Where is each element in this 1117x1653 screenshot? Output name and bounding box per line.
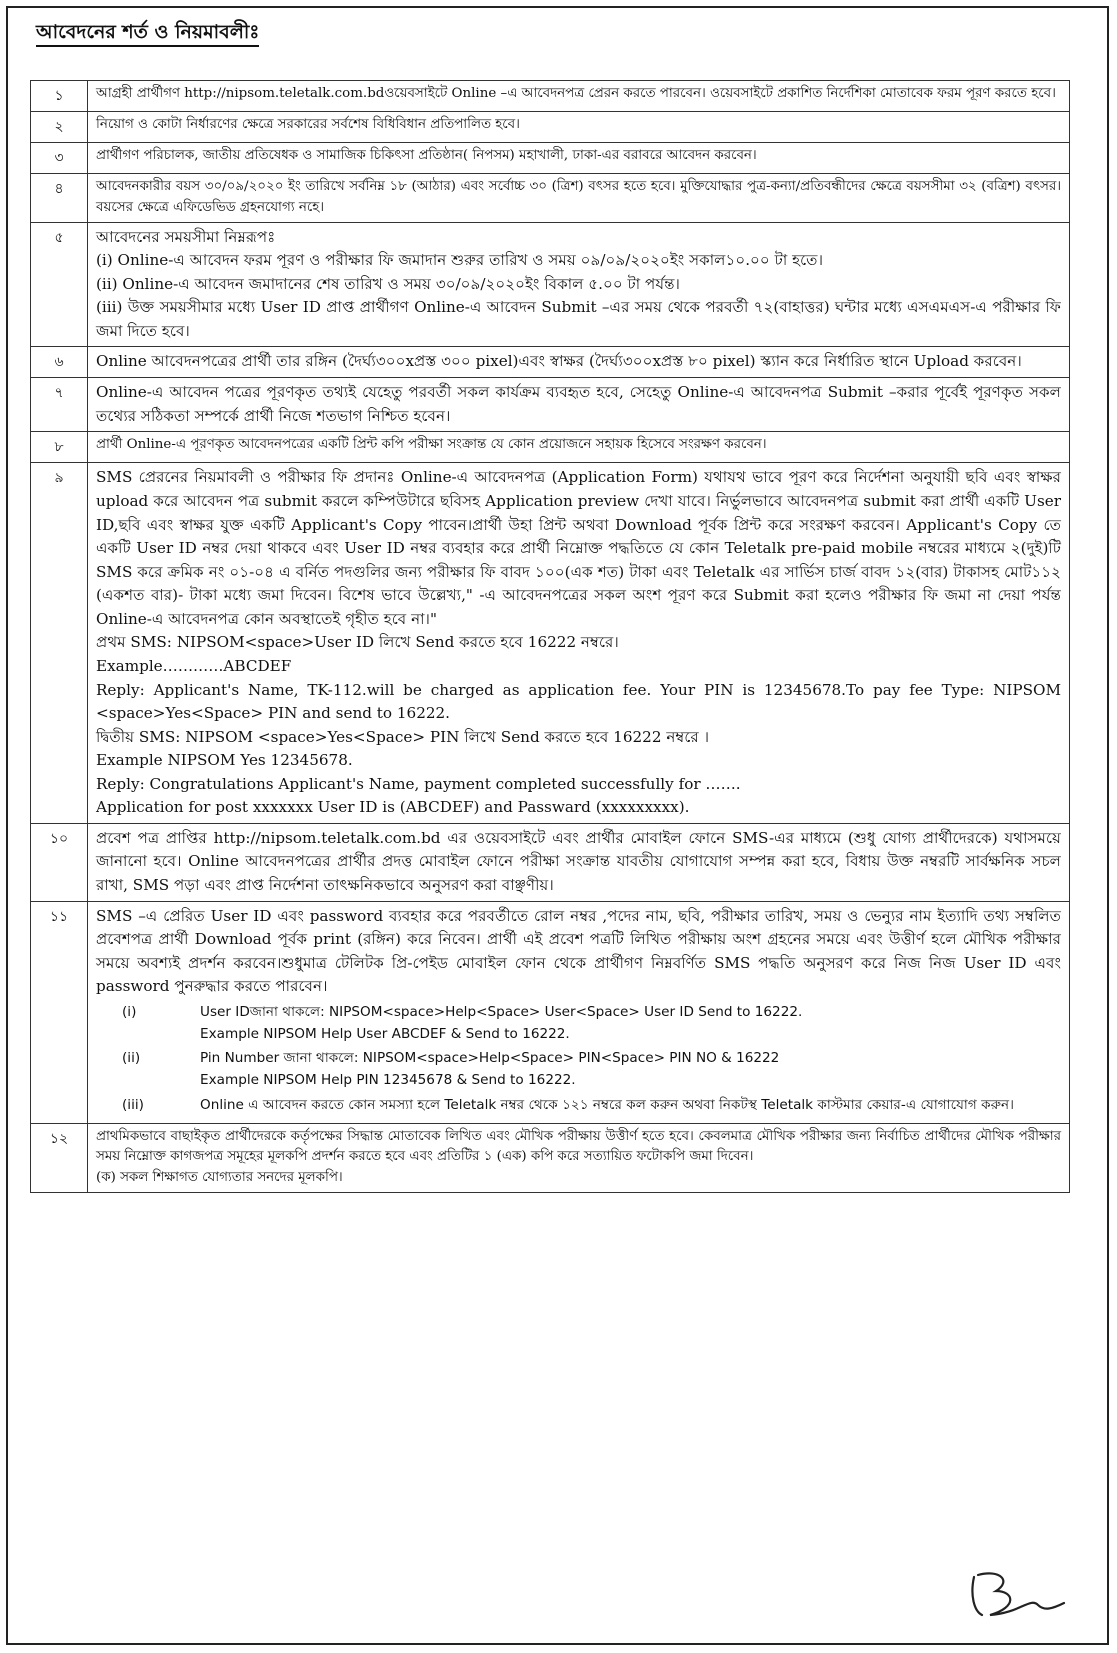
term-line: Example…………ABCDEF [96,656,292,675]
term-line: Application for post xxxxxxx User ID is (ABCDEF) and Passward (xxxxxxxxx). [96,798,690,817]
sms-option [122,1002,1061,1046]
term-line: Example NIPSOM Yes 12345678. [96,751,353,770]
term-row [31,463,1070,823]
term-line: (i) Online-এ আবেদন ফরম পূরণ ও পরীক্ষার ফি জমাদান শুরুর তারিখ ও সময় ০৯/০৯/২০২০ইং সকাল১০.০০ টা হতে। [96,251,824,270]
option-line: Example NIPSOM Help PIN 12345678 & Send to 16222. [200,1072,576,1089]
term-number: ১০ [31,823,88,901]
term-line: (ক) সকল শিক্ষাগত যোগ্যতার সনদের মূলকপি। [96,1170,343,1186]
term-text [88,823,1070,901]
term-row [31,143,1070,174]
term-line: প্রথম SMS: NIPSOM<space>User ID লিখে Send করতে হবে 16222 নম্বরে। [96,633,619,652]
term-row [31,823,1070,901]
term-line: নিয়োগ ও কোটা নির্ধারণের ক্ষেত্রে সরকারের সর্বশেষ বিধিবিধান প্রতিপালিত হবে। [96,117,520,132]
term-line: প্রার্থীগণ পরিচালক, জাতীয় প্রতিষেধক ও সামাজিক চিকিৎসা প্রতিষ্ঠান( নিপসম) মহাখালী, ঢাকা-এর বরাবরে আবেদন করবেন। [96,148,757,163]
term-text [88,81,1070,112]
term-row [31,378,1070,432]
option-text [200,1095,1061,1117]
term-line: Online আবেদনপত্রের প্রার্থী তার রঙ্গিন (দৈর্ঘ্য৩০০xপ্রস্ত ৩০০ pixel)এবং স্বাক্ষর (দৈর্ঘ্য৩০০xপ্রস্ত ৮০ pixel) স্ক্যান করে নির্ধারিত স্থানে Upload করবেন। [96,352,1022,371]
term-line: Reply: Applicant's Name, TK-112.will be charged as application fee. Your PIN is 12345678.To pay fee Type: NIPSOM <space>Yes<Space> PIN and send to 16222. [96,680,1061,723]
term-number: ১১ [31,901,88,1123]
option-text [200,1002,1061,1046]
option-line: Pin Number জানা থাকলে: NIPSOM<space>Help<Space> PIN<Space> PIN NO & 16222 [200,1050,780,1067]
term-number: ৪ [31,174,88,223]
term-text [88,463,1070,823]
term-text [88,174,1070,223]
term-row [31,112,1070,143]
term-line: দ্বিতীয় SMS: NIPSOM <space>Yes<Space> PIN লিখে Send করতে হবে 16222 নম্বরে । [96,727,710,746]
term-line: (ii) Online-এ আবেদন জমাদানের শেষ তারিখ ও সময় ৩০/০৯/২০২০ইং বিকাল ৫.০০ টা পর্যন্ত। [96,274,680,293]
option-key: (i) [122,1003,137,1020]
terms-table [30,80,1070,1193]
term-row [31,432,1070,463]
option-line: Online এ আবেদন করতে কোন সমস্যা হলে Teletalk নম্বর থেকে ১২১ নম্বরে কল করুন অথবা নিকটস্থ Teletalk কাস্টমার কেয়ার-এ যোগাযোগ করুন। [200,1096,1014,1113]
term-number: ৯ [31,463,88,823]
term-row [31,901,1070,1123]
term-row [31,81,1070,112]
term-row [31,222,1070,347]
option-key: (ii) [122,1050,141,1067]
term-line: SMS প্রেরনের নিয়মাবলী ও পরীক্ষার ফি প্রদানঃ Online-এ আবেদনপত্র (Application Form) যথাযথ ভাবে পূরণ করে নির্দেশনা অনুযায়ী ছবি এবং স্বাক্ষর upload করে আবেদন পত্র submit করলে কম্পিউটারে ছবিসহ Application preview দেখা যাবে। নির্ভুলভাবে আবেদনপত্র submit করা প্রার্থী একটি User ID,ছবি এবং স্বাক্ষর যুক্ত একটি Applicant's Copy পাবেন।প্রার্থী উহা প্রিন্ট অথবা Download পূর্বক প্রিন্ট করে সংরক্ষণ করবেন। Applicant's Copy তে একটি User ID নম্বর দেয়া থাকবে এবং User ID নম্বর ব্যবহার করে প্রার্থী নিম্নোক্ত পদ্ধতিতে যে কোন Teletalk pre-paid mobile নম্বরের মাধ্যমে ২(দুই)টি SMS করে ক্রমিক নং ০১-০৪ এ বর্নিত পদগুলির জন্য পরীক্ষার ফি বাবদ ১০০(এক শত) টাকা এবং Teletalk এর সার্ভিস চার্জ বাবদ ১২(বার) টাকাসহ মোট১১২ (একশত বার)- টাকা মধ্যে জমা দিবেন। বিশেষ ভাবে উল্লেখ্য," -এ আবেদনপত্রের সকল অংশ পূরণ করে Submit করা হলেও পরীক্ষার ফি জমা না দেয়া পর্যন্ত Online-এ আবেদনপত্র কোন অবস্থাতেই গৃহীত হবে না।" [96,468,1061,628]
sms-option [122,1095,1061,1117]
term-text [88,378,1070,432]
term-number: ৫ [31,222,88,347]
term-text [88,901,1070,1123]
term-text [88,432,1070,463]
term-number: ১ [31,81,88,112]
term-row [31,1123,1070,1192]
term-text [88,143,1070,174]
term-line: Reply: Congratulations Applicant's Name, payment completed successfully for ……. [96,774,741,793]
term-line: Online-এ আবেদন পত্রের পূরণকৃত তথ্যই যেহেতু পরবর্তী সকল কার্যক্রম ব্যবহৃত হবে, সেহেতু Online-এ আবেদনপত্র Submit –করার পূর্বেই পূরণকৃত সকল তথ্যের সঠিকতা সম্পর্কে প্রার্থী নিজে শতভাগ নিশ্চিত হবেন। [96,383,1061,425]
term-line: আবেদনকারীর বয়স ৩০/০৯/২০২০ ইং তারিখে সর্বনিম্ন ১৮ (আঠার) এবং সর্বোচ্চ ৩০ (ত্রিশ) বৎসর হতে হবে। মুক্তিযোদ্ধার পুত্র-কন্যা/প্রতিবন্ধীদের ক্ষেত্রে বয়সসীমা ৩২ (বত্রিশ) বৎসর। বয়সের ক্ষেত্রে এফিডেভিড গ্রহনযোগ্য নহে। [96,179,1061,215]
term-number: ৮ [31,432,88,463]
option-line: User IDজানা থাকলে: NIPSOM<space>Help<Space> User<Space> User ID Send to 16222. [200,1003,803,1020]
signature [960,1565,1080,1625]
term-row [31,347,1070,378]
term-number: ২ [31,112,88,143]
term-line: প্রবেশ পত্র প্রাপ্তির http://nipsom.teletalk.com.bd এর ওয়েবসাইটে এবং প্রার্থীর মোবাইল ফোনে SMS-এর মাধ্যমে (শুধু যোগ্য প্রার্থীদেরকে) যথাসময়ে জানানো হবে। Online আবেদনপত্রের প্রার্থীর প্রদত্ত মোবাইল ফোনে পরীক্ষা সংক্রান্ত যাবতীয় যোগাযোগ সম্পন্ন করা হবে, বিধায় উক্ত নম্বরটি সার্বক্ষনিক সচল রাখা, SMS পড়া এবং প্রাপ্ত নির্দেশনা তাৎক্ষনিকভাবে অনুসরণ করা বাঞ্ছণীয়। [96,828,1061,895]
term-line: (iii) উক্ত সময়সীমার মধ্যে User ID প্রাপ্ত প্রার্থীগণ Online-এ আবেদন Submit –এর সময় থেকে পরবর্তী ৭২(বাহাত্তর) ঘন্টার মধ্যে এসএমএস-এ পরীক্ষার ফি জমা দিতে হবে। [96,298,1061,340]
term-text [88,1123,1070,1192]
option-line: Example NIPSOM Help User ABCDEF & Send to 16222. [200,1025,570,1042]
term-text [88,222,1070,347]
page-title: আবেদনের শর্ত ও নিয়মাবলীঃ [36,18,259,50]
term-number: ১২ [31,1123,88,1192]
term-number: ৩ [31,143,88,174]
option-text [200,1048,1061,1092]
term-line: SMS –এ প্রেরিত User ID এবং password ব্যবহার করে পরবর্তীতে রোল নম্বর ,পদের নাম, ছবি, পরীক্ষার তারিখ, সময় ও ভেন্যুর নাম ইত্যাদি তথ্য সম্বলিত প্রবেশপত্র প্রার্থী Download পূর্বক print (রঙ্গিন) করে নিবেন। প্রার্থী এই প্রবেশ পত্রটি লিখিত পরীক্ষায় অংশ গ্রহনের সময়ে এবং উত্তীর্ণ হলে মৌখিক পরীক্ষার সময়ে অবশ্যই প্রদর্শন করবেন।শুধুমাত্র টেলিটক প্রি-পেইড মোবাইল ফোন থেকে প্রার্থীগণ নিম্নবর্ণিত SMS পদ্ধতি অনুসরণ করে নিজ নিজ User ID এবং password পুনরুদ্ধার করতে পারবেন। [96,906,1061,996]
term-number: ৬ [31,347,88,378]
term-row [31,174,1070,223]
term-line: প্রার্থী Online-এ পূরণকৃত আবেদনপত্রের একটি প্রিন্ট কপি পরীক্ষা সংক্রান্ত যে কোন প্রয়োজনে সহায়ক হিসেবে সংরক্ষণ করবেন। [96,437,767,453]
term-text [88,347,1070,378]
sms-option [122,1048,1061,1092]
term-line: আবেদনের সময়সীমা নিম্নরূপঃ [96,227,276,246]
term-line: প্রাথমিকভাবে বাছাইকৃত প্রার্থীদেরকে কর্তৃপক্ষের সিদ্ধান্ত মোতাবেক লিখিত এবং মৌখিক পরীক্ষায় উত্তীর্ণ হতে হবে। কেবলমাত্র মৌখিক পরীক্ষার জন্য নির্বাচিত প্রার্থীদের মৌখিক পরীক্ষার সময় নিম্নোক্ত কাগজপত্র সমূহের মূলকপি প্রদর্শন করতে হবে এবং প্রতিটির ১ (এক) কপি করে সত্যায়িত ফটোকপি জমা দিবেন। [96,1128,1061,1165]
term-number: ৭ [31,378,88,432]
term-text [88,112,1070,143]
term-line: আগ্রহী প্রার্থীগণ http://nipsom.teletalk.com.bdওয়েবসাইটে Online –এ আবেদনপত্র প্রেরন করতে পারবেন। ওয়েবসাইটে প্রকাশিত নির্দেশিকা মোতাবেক ফরম পূরণ করতে হবে। [96,86,1056,101]
option-key: (iii) [122,1096,144,1113]
